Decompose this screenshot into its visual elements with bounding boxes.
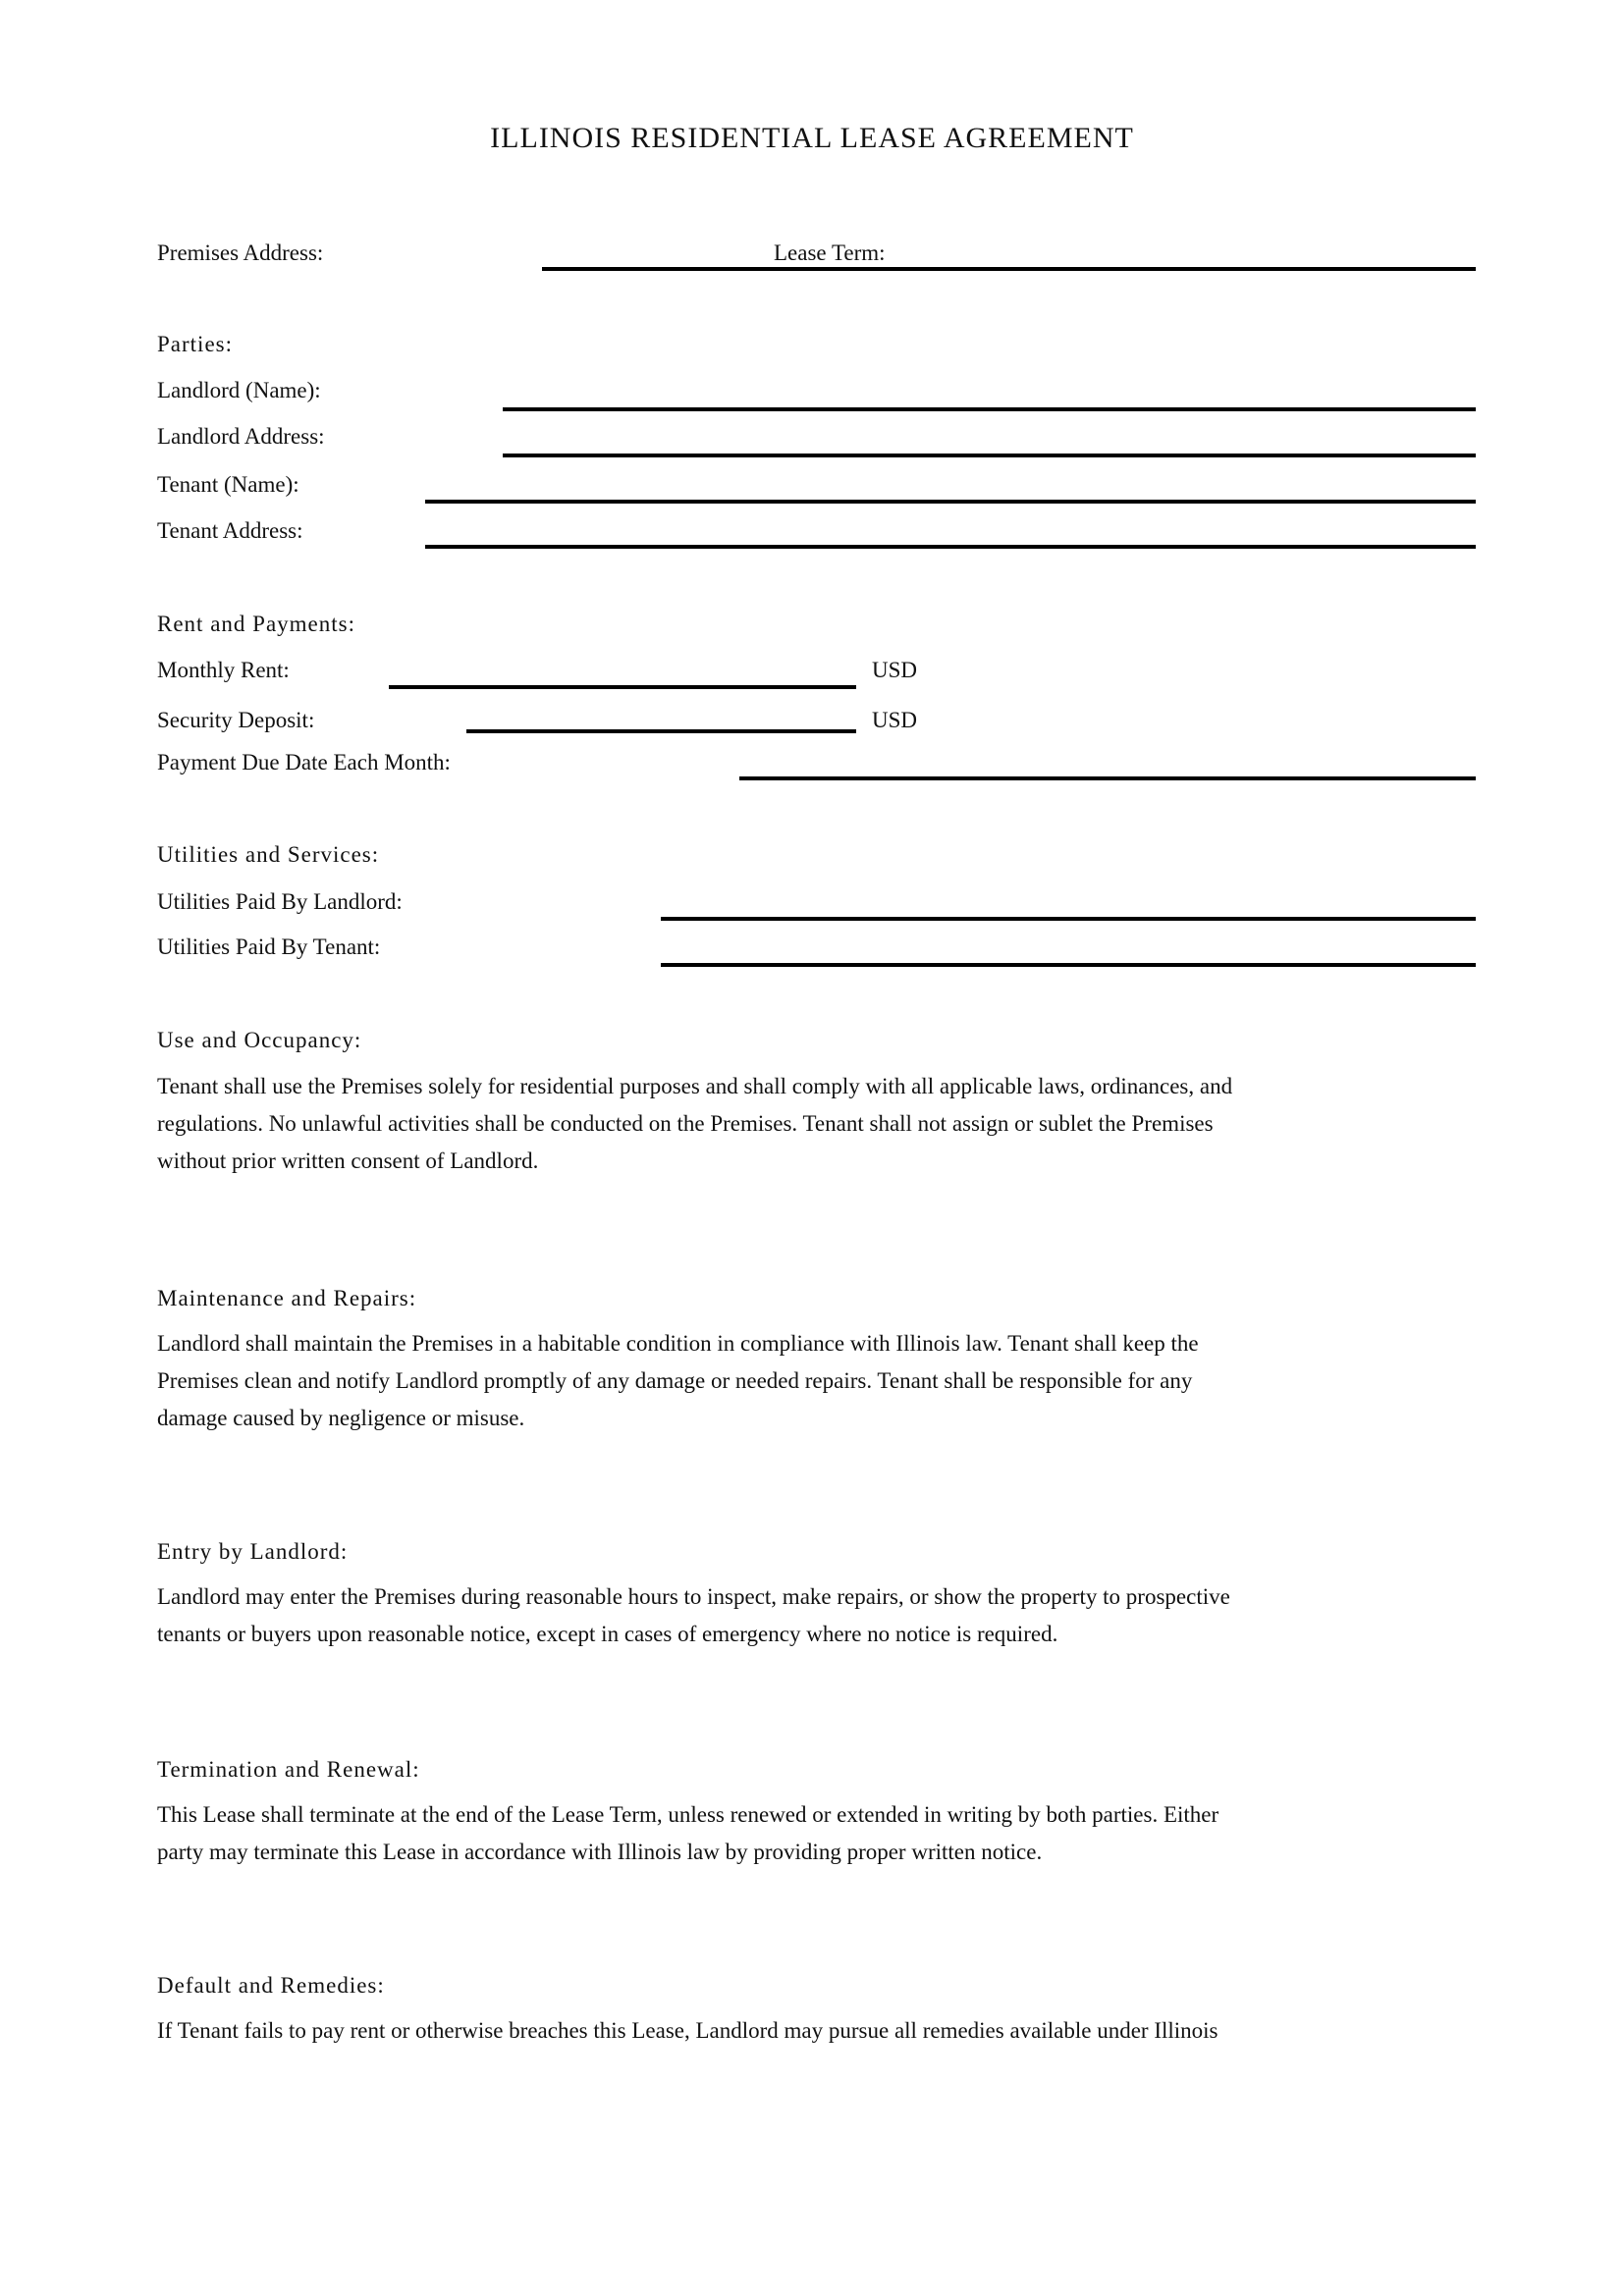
utilities-paid-by-tenant-blank-line[interactable]: [661, 963, 1476, 967]
paragraph-line: Tenant shall use the Premises solely for residential purposes and shall comply with all applicable laws, ordinances, and: [157, 1074, 1233, 1098]
premises-lease-term-blank-line[interactable]: [542, 267, 1476, 271]
paragraph-line: Landlord shall maintain the Premises in a habitable condition in compliance with Illinois law. Tenant shall keep the: [157, 1331, 1199, 1356]
rent-section-heading: Rent and Payments:: [157, 612, 355, 636]
utilities-paid-by-tenant-label: Utilities Paid By Tenant:: [157, 934, 381, 959]
default-remedies-heading: Default and Remedies:: [157, 1973, 385, 1998]
maintenance-repairs-paragraph: [157, 1325, 1199, 1437]
utilities-paid-by-landlord-label: Utilities Paid By Landlord:: [157, 889, 403, 914]
default-remedies-paragraph: [157, 2012, 1218, 2050]
paragraph-line: This Lease shall terminate at the end of the Lease Term, unless renewed or extended in writing by both parties. Either: [157, 1802, 1219, 1827]
paragraph-line: If Tenant fails to pay rent or otherwise breaches this Lease, Landlord may pursue all remedies available under Illinois: [157, 2018, 1218, 2043]
security-deposit-currency-label: USD: [872, 708, 918, 732]
tenant-name-blank-line[interactable]: [425, 500, 1476, 504]
security-deposit-label: Security Deposit:: [157, 708, 315, 732]
premises-address-label: Premises Address:: [157, 240, 324, 265]
entry-by-landlord-paragraph: [157, 1578, 1230, 1653]
lease-term-label: Lease Term:: [774, 240, 886, 265]
paragraph-line: party may terminate this Lease in accordance with Illinois law by providing proper written notice.: [157, 1840, 1043, 1864]
use-occupancy-heading: Use and Occupancy:: [157, 1028, 362, 1052]
landlord-address-label: Landlord Address:: [157, 424, 325, 449]
landlord-address-blank-line[interactable]: [503, 454, 1476, 457]
payment-due-date-label: Payment Due Date Each Month:: [157, 750, 451, 774]
paragraph-line: Landlord may enter the Premises during reasonable hours to inspect, make repairs, or show the property to prospective: [157, 1584, 1230, 1609]
paragraph-line: without prior written consent of Landlord.: [157, 1148, 539, 1173]
tenant-name-label: Tenant (Name):: [157, 472, 299, 497]
parties-section-heading: Parties:: [157, 332, 233, 356]
termination-renewal-heading: Termination and Renewal:: [157, 1757, 420, 1782]
landlord-name-label: Landlord (Name):: [157, 378, 321, 402]
utilities-paid-by-landlord-blank-line[interactable]: [661, 917, 1476, 921]
paragraph-line: Premises clean and notify Landlord promptly of any damage or needed repairs. Tenant shall be responsible for any: [157, 1368, 1193, 1393]
utilities-section-heading: Utilities and Services:: [157, 842, 380, 867]
tenant-address-label: Tenant Address:: [157, 518, 303, 543]
entry-by-landlord-heading: Entry by Landlord:: [157, 1539, 349, 1564]
use-occupancy-paragraph: [157, 1068, 1232, 1180]
tenant-address-blank-line[interactable]: [425, 545, 1476, 549]
paragraph-line: tenants or buyers upon reasonable notice, except in cases of emergency where no notice is required.: [157, 1622, 1058, 1646]
maintenance-repairs-heading: Maintenance and Repairs:: [157, 1286, 417, 1310]
security-deposit-blank-line[interactable]: [466, 729, 856, 733]
termination-renewal-paragraph: [157, 1796, 1218, 1871]
document-title: ILLINOIS RESIDENTIAL LEASE AGREEMENT: [490, 122, 1134, 154]
payment-due-date-blank-line[interactable]: [739, 776, 1476, 780]
paragraph-line: regulations. No unlawful activities shall be conducted on the Premises. Tenant shall not assign or sublet the Premises: [157, 1111, 1214, 1136]
paragraph-line: damage caused by negligence or misuse.: [157, 1406, 525, 1430]
landlord-name-blank-line[interactable]: [503, 407, 1476, 411]
monthly-rent-blank-line[interactable]: [389, 685, 856, 689]
monthly-rent-currency-label: USD: [872, 658, 918, 682]
monthly-rent-label: Monthly Rent:: [157, 658, 290, 682]
